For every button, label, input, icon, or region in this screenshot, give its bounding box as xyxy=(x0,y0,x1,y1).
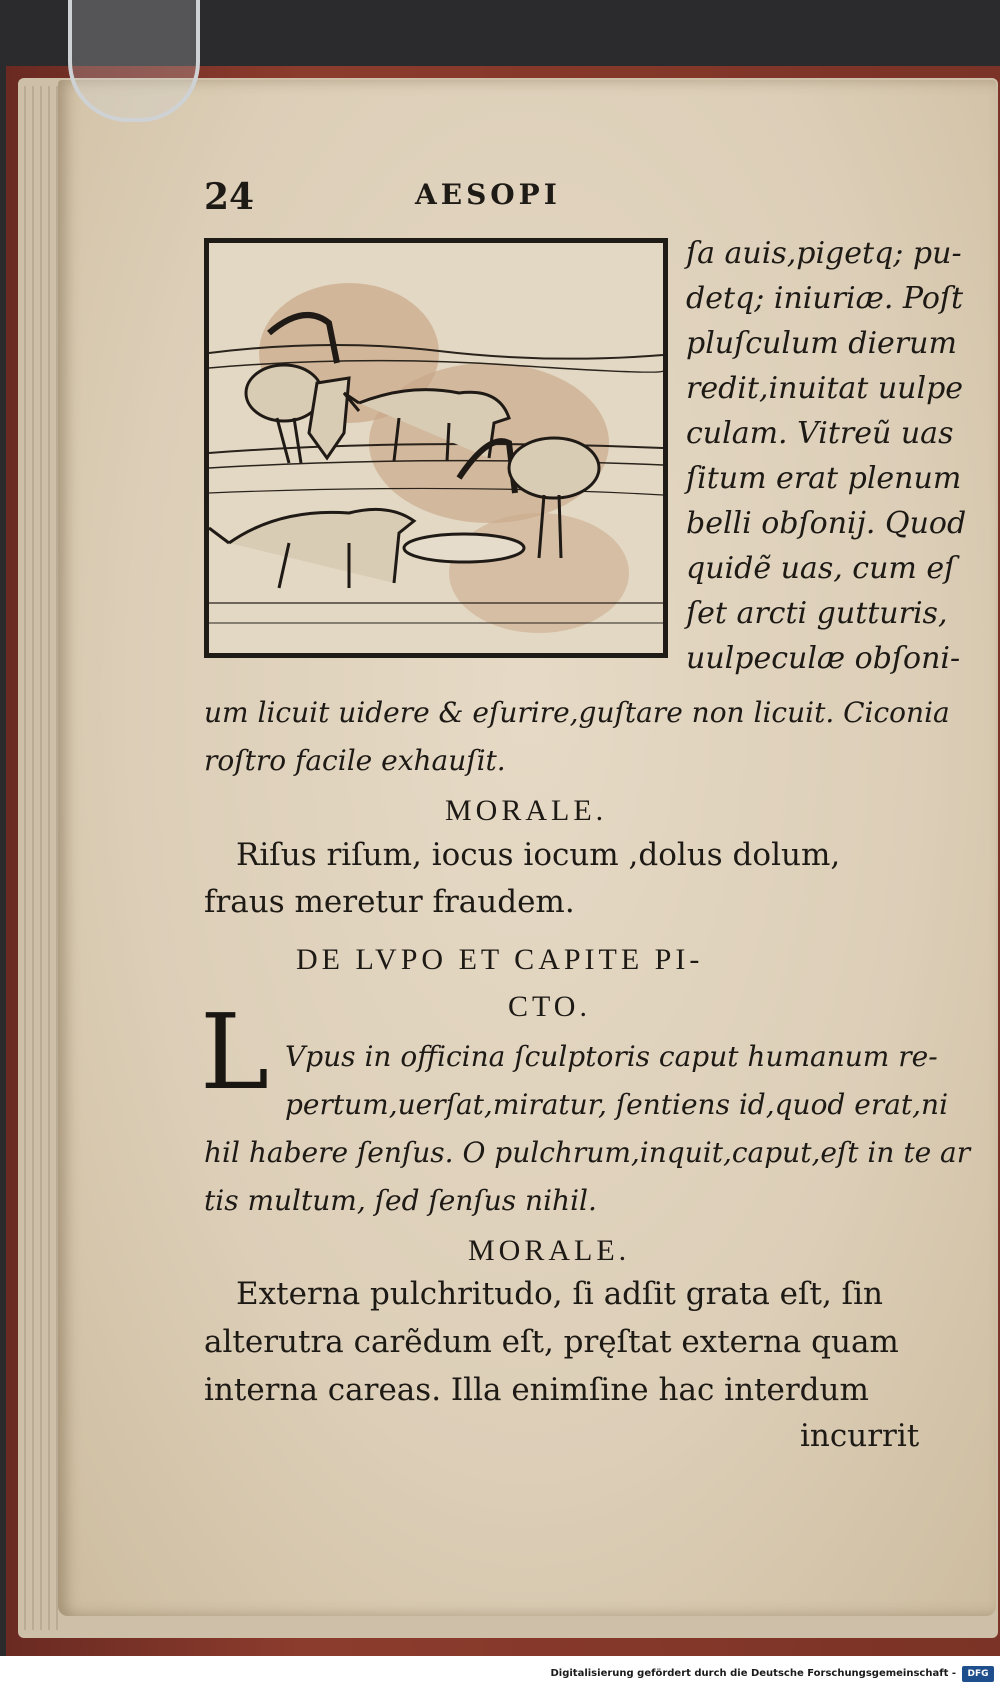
footer-credit: Digitalisierung gefördert durch die Deutsche Forschungsgemeinschaft - xyxy=(550,1668,956,1679)
text-line: quidẽ uas, cum eſ xyxy=(686,551,956,586)
morale-line: Externa pulchritudo, ſi adſit grata eſt, ſin xyxy=(236,1276,884,1312)
text-line: culam. Vitreũ uas xyxy=(686,416,954,451)
fable-title-continued: CTO. xyxy=(508,990,591,1023)
text-line: tis multum, ſed ſenſus nihil. xyxy=(204,1184,597,1217)
catchword: incurrit xyxy=(800,1418,920,1454)
text-line: roſtro facile exhauſit. xyxy=(204,744,506,777)
text-line: pluſculum dierum xyxy=(686,326,957,361)
text-line: ſet arcti gutturis, xyxy=(686,596,948,631)
text-line: pertum,uerſat,miratur, ſentiens id,quod erat,ni xyxy=(285,1088,949,1121)
fable-title: DE LVPO ET CAPITE PI- xyxy=(296,943,704,976)
running-head: AESOPI xyxy=(415,178,561,211)
text-line: ſitum erat plenum xyxy=(686,461,962,496)
text-line: detq; iniuriæ. Poſt xyxy=(686,281,964,316)
morale-heading: MORALE. xyxy=(445,794,608,827)
woodcut-illustration xyxy=(204,238,668,658)
text-line: redit,inuitat uulpe xyxy=(686,371,964,406)
morale-line: Riſus riſum, iocus iocum ,dolus dolum, xyxy=(236,837,841,873)
text-line: ſa auis,pigetq; pu- xyxy=(686,236,962,271)
footer-bar xyxy=(0,1656,1000,1696)
text-line: belli obſonij. Quod xyxy=(686,506,967,541)
text-line: hil habere ſenſus. O pulchrum,inquit,caput,eſt in te ar xyxy=(204,1136,971,1169)
fox-and-stork-woodcut xyxy=(209,243,663,653)
text-line: Vpus in officina ſculptoris caput humanum re- xyxy=(285,1040,938,1073)
morale-heading: MORALE. xyxy=(468,1234,631,1267)
text-line: uulpeculæ obſoni- xyxy=(686,641,961,676)
dfg-logo-badge: DFG xyxy=(962,1666,994,1682)
morale-line: alterutra carẽdum eſt, pręſtat externa quam xyxy=(204,1324,899,1360)
text-line: um licuit uidere & eſurire,guſtare non licuit. Ciconia xyxy=(204,696,950,729)
page-number: 24 xyxy=(204,176,255,218)
page-clip xyxy=(68,0,200,122)
morale-line: fraus meretur fraudem. xyxy=(204,884,575,920)
drop-cap: L xyxy=(200,991,270,1113)
morale-line: interna careas. Illa enimſine hac interdum xyxy=(204,1372,869,1408)
